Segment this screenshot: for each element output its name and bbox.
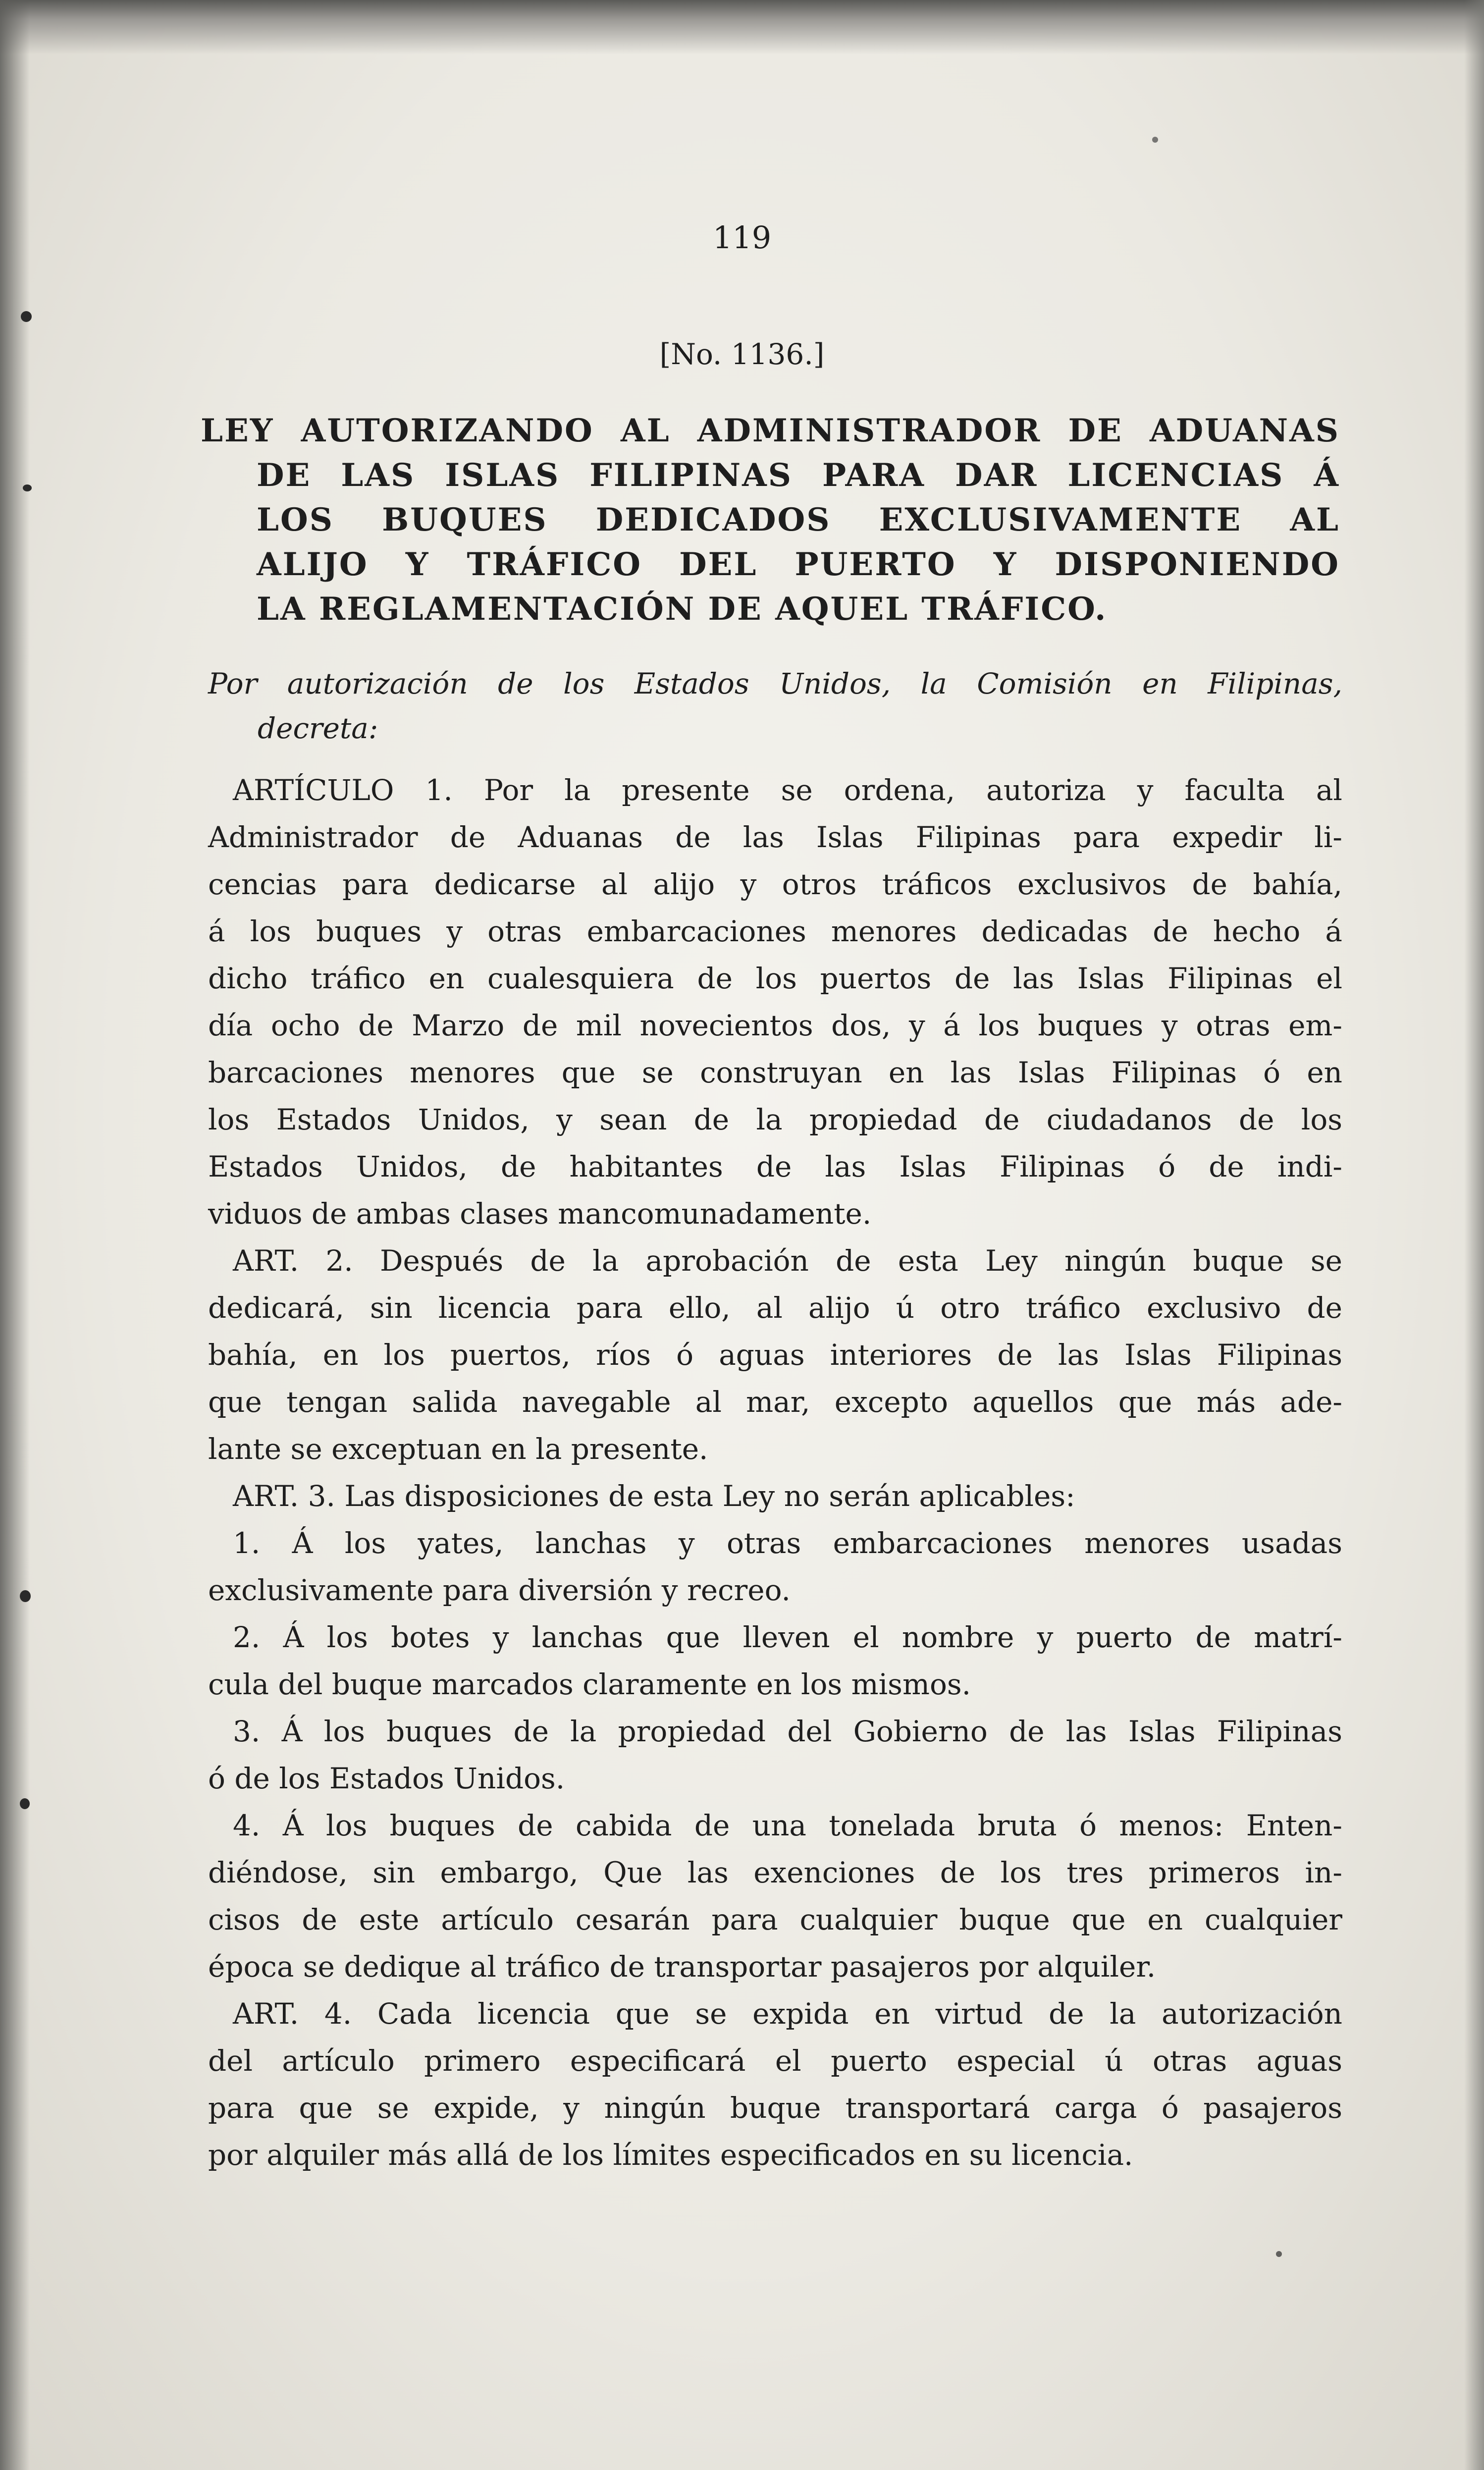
body-line: Estados Unidos, de habitantes de las Islas Filipinas ó de indi-: [208, 1150, 1342, 1183]
heading-line: LA REGLAMENTACIÓN DE AQUEL TRÁFICO.: [257, 591, 1108, 628]
body-line: ART. 4. Cada licencia que se expida en virtud de la autorización: [233, 1997, 1342, 2031]
body-line: ART. 2. Después de la aprobación de esta Ley ningún buque se: [233, 1244, 1342, 1278]
body-line: exclusivamente para diversión y recreo.: [208, 1573, 791, 1607]
body-line: 3. Á los buques de la propiedad del Gobierno de las Islas Filipinas: [233, 1715, 1342, 1748]
heading-line: DE LAS ISLAS FILIPINAS PARA DAR LICENCIAS Á: [257, 457, 1340, 494]
body-line: para que se expide, y ningún buque transportará carga ó pasajeros: [208, 2091, 1342, 2125]
body-line: lante se exceptuan en la presente.: [208, 1432, 708, 1466]
page-edge-shadow-top: [0, 0, 1484, 54]
body-line: ó de los Estados Unidos.: [208, 1762, 565, 1795]
body-line: dicho tráfico en cualesquiera de los puertos de las Islas Filipinas el: [208, 962, 1342, 995]
act-number: [No. 1136.]: [659, 337, 825, 371]
body-line: 2. Á los botes y lanchas que lleven el nombre y puerto de matrí-: [233, 1620, 1342, 1654]
ink-speck: [21, 311, 32, 322]
body-line: á los buques y otras embarcaciones menores dedicadas de hecho á: [208, 914, 1342, 948]
enacting-clause: decreta:: [258, 711, 378, 745]
body-line: ART. 3. Las disposiciones de esta Ley no serán aplicables:: [233, 1479, 1075, 1513]
body-line: 1. Á los yates, lanchas y otras embarcaciones menores usadas: [233, 1526, 1342, 1560]
body-line: viduos de ambas clases mancomunadamente.: [208, 1197, 872, 1231]
heading-line: LEY AUTORIZANDO AL ADMINISTRADOR DE ADUANAS: [201, 412, 1340, 449]
enacting-clause: Por autorización de los Estados Unidos, la Comisión en Filipinas,: [208, 667, 1342, 700]
body-line: del artículo primero especificará el puerto especial ú otras aguas: [208, 2044, 1342, 2078]
body-line: barcaciones menores que se construyan en las Islas Filipinas ó en: [208, 1056, 1342, 1089]
body-line: cula del buque marcados claramente en los mismos.: [208, 1667, 971, 1701]
body-line: cisos de este artículo cesarán para cualquier buque que en cualquier: [208, 1903, 1342, 1936]
body-line: que tengan salida navegable al mar, excepto aquellos que más ade-: [208, 1385, 1342, 1419]
heading-line: LOS BUQUES DEDICADOS EXCLUSIVAMENTE AL: [257, 501, 1340, 538]
body-line: Administrador de Aduanas de las Islas Filipinas para expedir li-: [208, 820, 1342, 854]
body-line: dedicará, sin licencia para ello, al alijo ú otro tráfico exclusivo de: [208, 1291, 1342, 1325]
ink-speck: [1152, 137, 1158, 143]
body-line: 4. Á los buques de cabida de una tonelada bruta ó menos: Enten-: [233, 1809, 1342, 1842]
body-line: día ocho de Marzo de mil novecientos dos, y á los buques y otras em-: [208, 1009, 1342, 1042]
body-line: diéndose, sin embargo, Que las exenciones de los tres primeros in-: [208, 1856, 1342, 1889]
heading-line: ALIJO Y TRÁFICO DEL PUERTO Y DISPONIENDO: [257, 546, 1340, 583]
body-line: cencias para dedicarse al alijo y otros tráficos exclusivos de bahía,: [208, 867, 1342, 901]
ink-speck: [20, 1590, 31, 1602]
body-line: los Estados Unidos, y sean de la propiedad de ciudadanos de los: [208, 1103, 1342, 1136]
ink-speck: [20, 1798, 30, 1809]
body-line: bahía, en los puertos, ríos ó aguas interiores de las Islas Filipinas: [208, 1338, 1342, 1372]
ink-speck: [23, 484, 32, 491]
body-line: época se dedique al tráfico de transportar pasajeros por alquiler.: [208, 1950, 1156, 1984]
ink-speck: [1276, 2251, 1282, 2257]
body-line: ARTÍCULO 1. Por la presente se ordena, autoriza y faculta al: [233, 773, 1342, 807]
body-line: por alquiler más allá de los límites especificados en su licencia.: [208, 2138, 1133, 2172]
page-number: 119: [712, 219, 772, 256]
